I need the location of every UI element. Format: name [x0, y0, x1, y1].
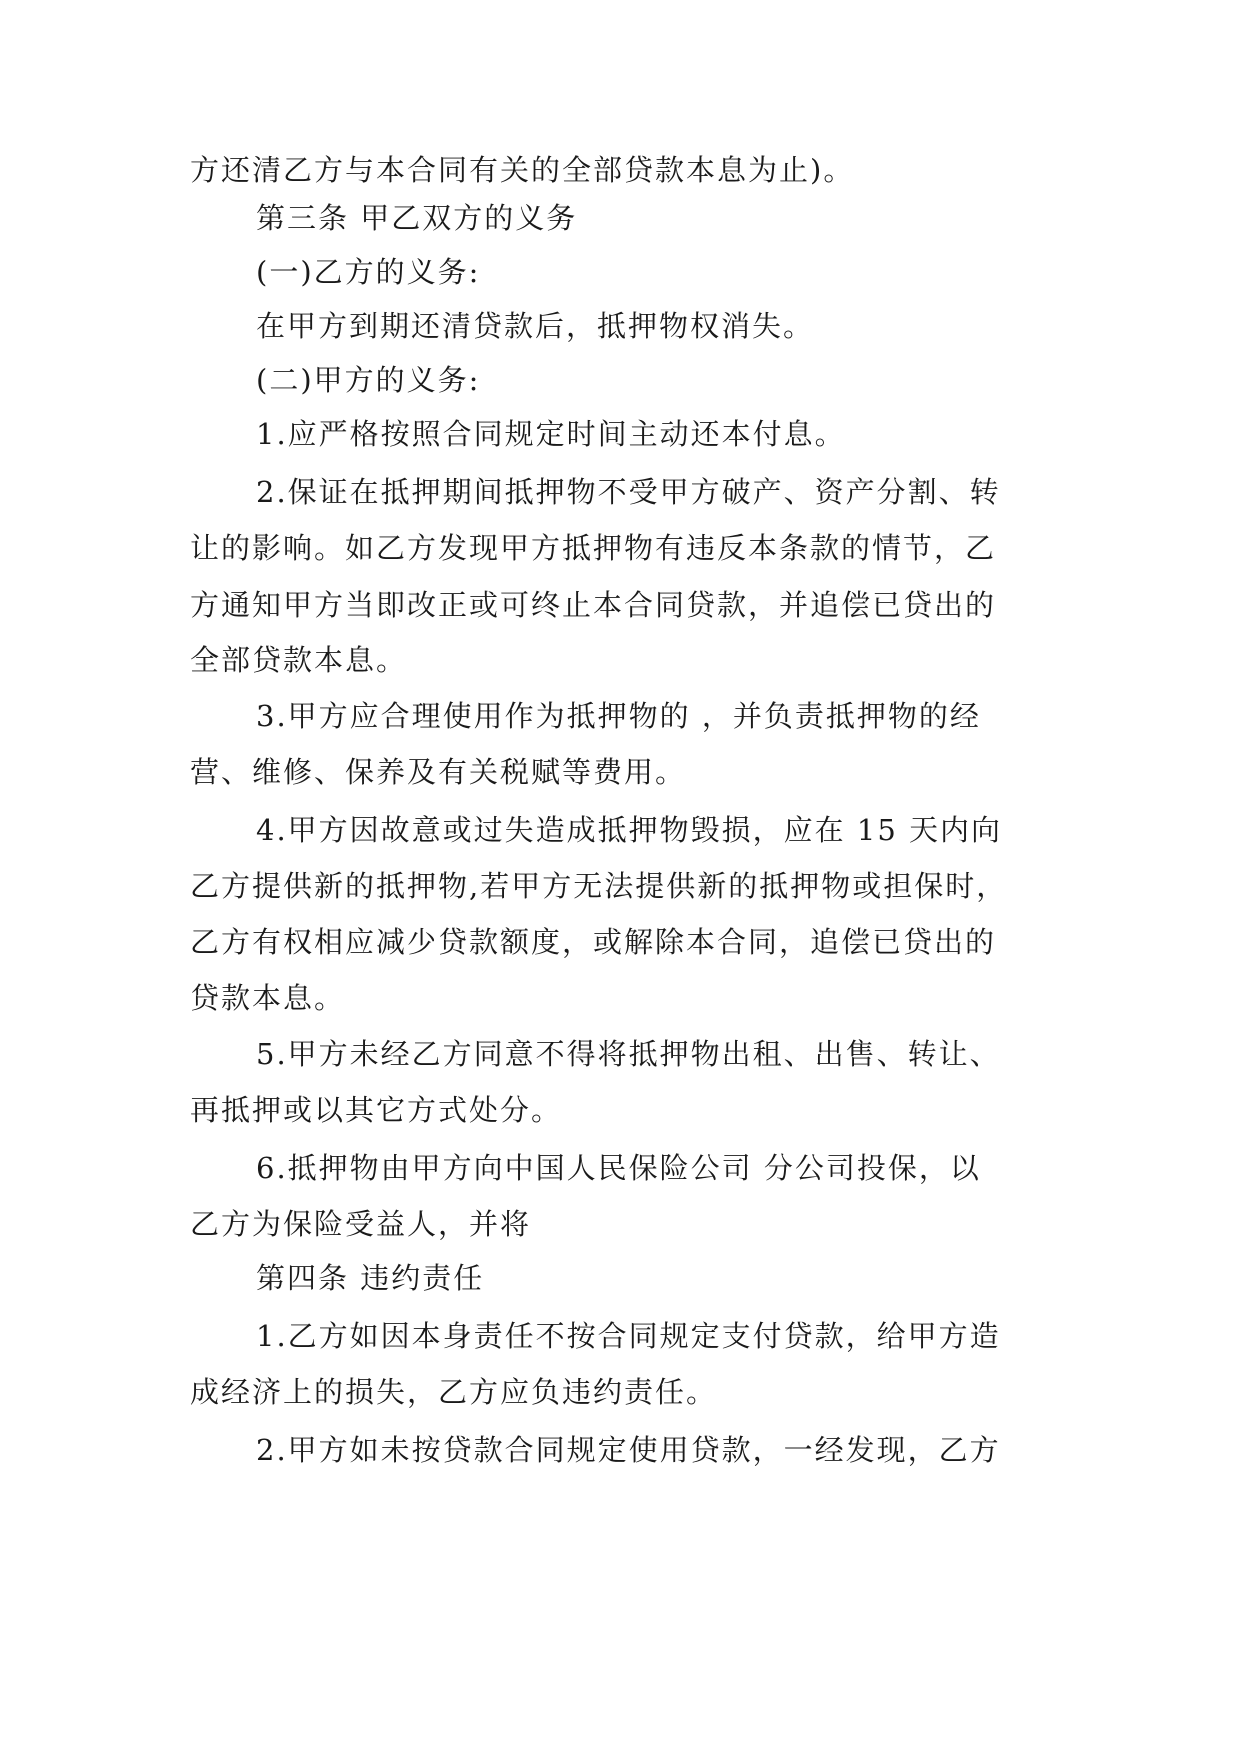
text-line: 在甲方到期还清贷款后，抵押物权消失。 [256, 309, 815, 343]
article-heading: 第三条 甲乙双方的义务 [256, 201, 578, 235]
list-item: 1.乙方如因本身责任不按合同规定支付贷款，给甲方造 [256, 1319, 1001, 1353]
text-line: 乙方有权相应减少贷款额度，或解除本合同，追偿已贷出的 [190, 925, 997, 959]
list-item: 4.甲方因故意或过失造成抵押物毁损，应在 15 天内向 [256, 813, 1003, 847]
text-line: 营、维修、保养及有关税赋等费用。 [190, 755, 687, 789]
list-item: 3.甲方应合理使用作为抵押物的 ，并负责抵押物的经 [256, 699, 981, 733]
text-line: 方还清乙方与本合同有关的全部贷款本息为止)。 [190, 153, 855, 187]
list-item: 6.抵押物由甲方向中国人民保险公司 分公司投保，以 [256, 1151, 981, 1185]
section-heading: (一)乙方的义务: [256, 255, 481, 289]
text-line: 全部贷款本息。 [190, 643, 408, 677]
text-line: 方通知甲方当即改正或可终止本合同贷款，并追偿已贷出的 [190, 588, 997, 622]
text-line: 再抵押或以其它方式处分。 [190, 1093, 563, 1127]
list-item: 5.甲方未经乙方同意不得将抵押物出租、出售、转让、 [256, 1037, 1001, 1071]
text-line: 让的影响。如乙方发现甲方抵押物有违反本条款的情节，乙 [190, 531, 997, 565]
list-item: 2.甲方如未按贷款合同规定使用贷款，一经发现，乙方 [256, 1433, 1001, 1467]
text-line: 成经济上的损失，乙方应负违约责任。 [190, 1375, 718, 1409]
text-line: 乙方提供新的抵押物,若甲方无法提供新的抵押物或担保时， [190, 869, 1008, 903]
text-line: 乙方为保险受益人，并将 [190, 1207, 532, 1241]
section-heading: (二)甲方的义务: [256, 363, 481, 397]
list-item: 1.应严格按照合同规定时间主动还本付息。 [256, 417, 846, 451]
text-line: 贷款本息。 [190, 981, 346, 1015]
article-heading: 第四条 违约责任 [256, 1261, 485, 1295]
list-item: 2.保证在抵押期间抵押物不受甲方破产、资产分割、转 [256, 475, 1001, 509]
